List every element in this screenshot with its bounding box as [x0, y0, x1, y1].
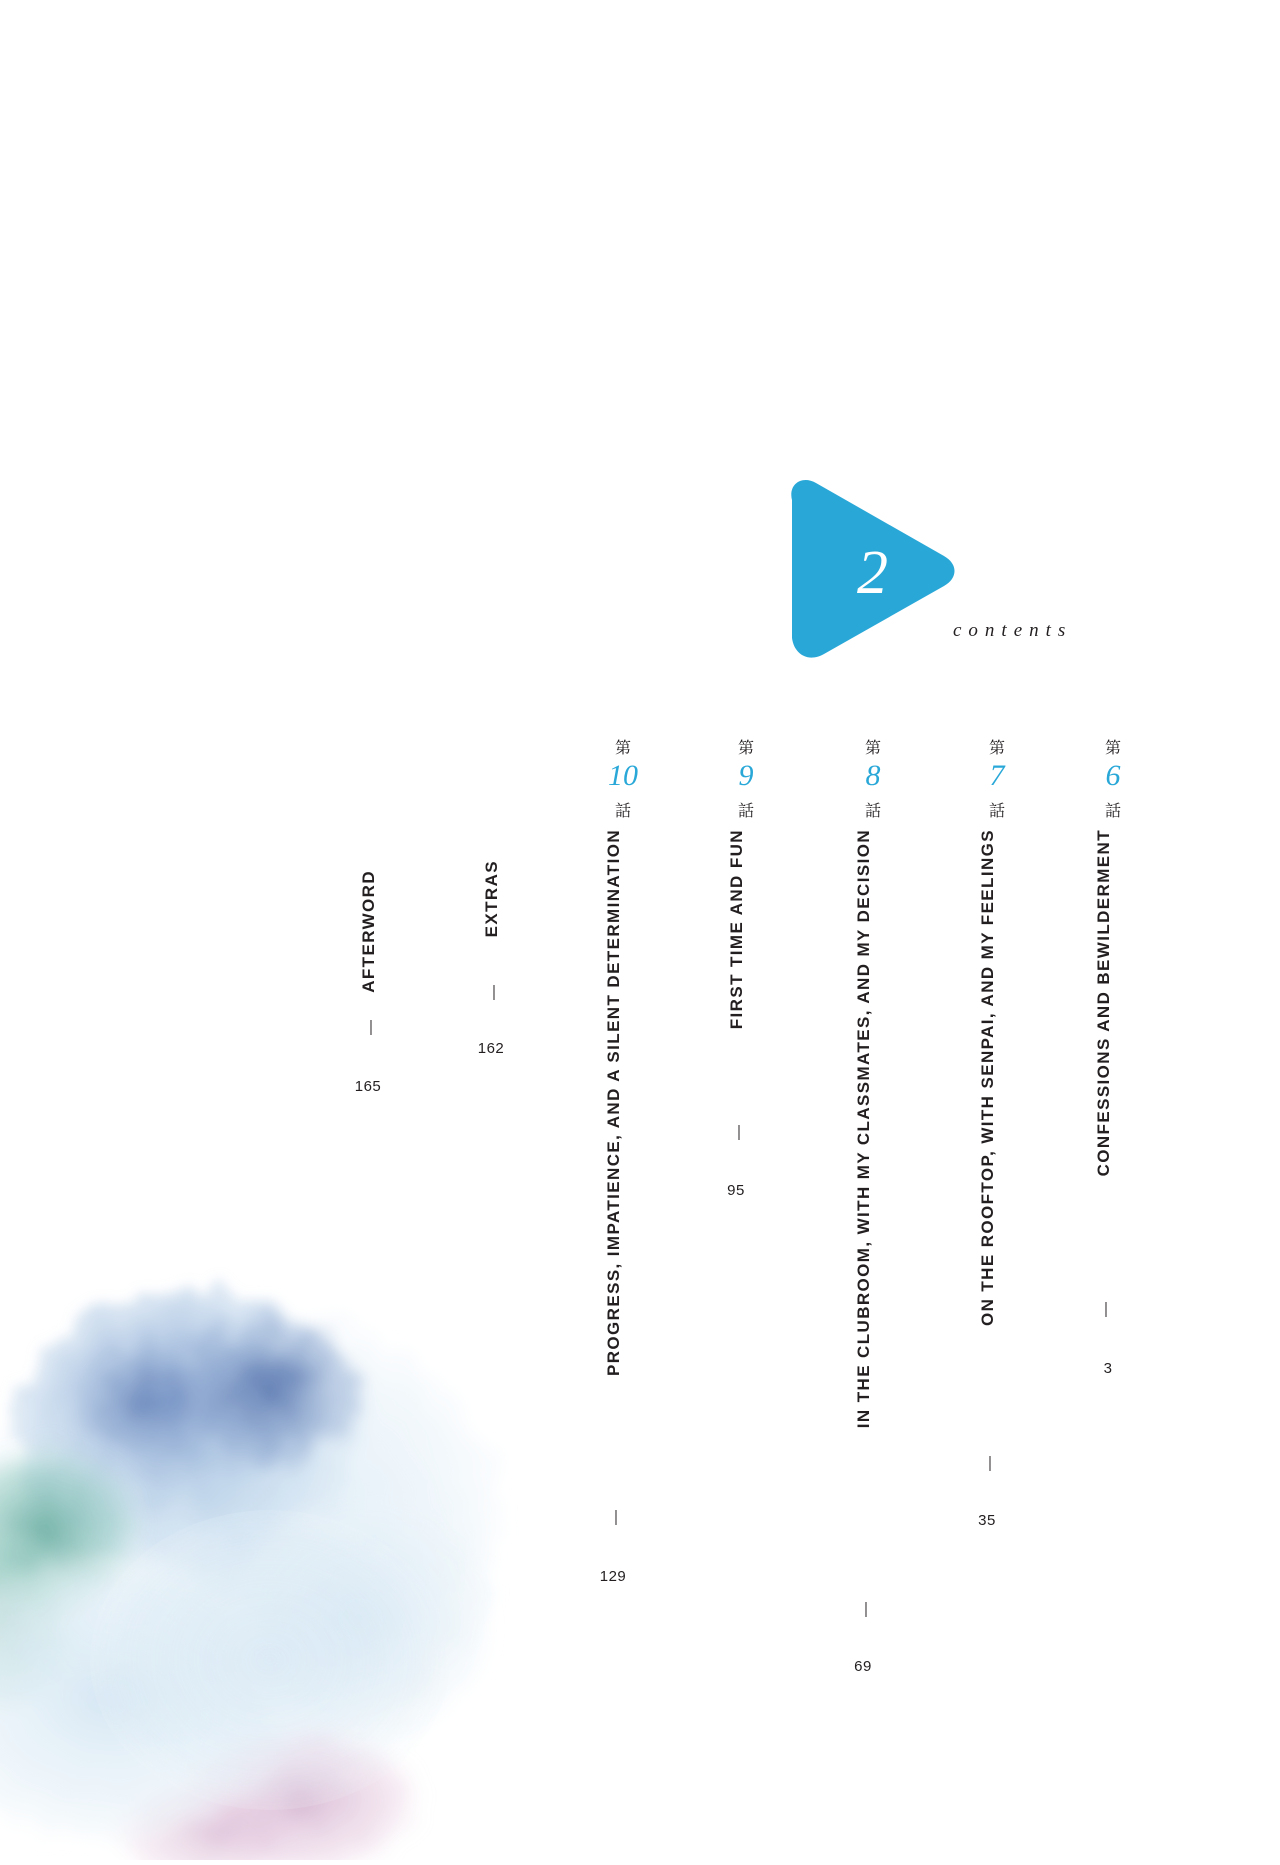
chapter-number-6: 6	[1105, 759, 1121, 792]
chapter-kanji-bottom-9: 話	[737, 801, 754, 820]
volume-number: 2	[857, 539, 888, 607]
extras-dash: —	[486, 985, 503, 1001]
chapter-page-10: 129	[599, 1568, 627, 1585]
extras-page: 162	[477, 1040, 505, 1057]
extras-title: EXTRAS	[482, 860, 501, 938]
chapter-dash-6: —	[1098, 1302, 1115, 1318]
chapter-dash-8: —	[858, 1602, 875, 1618]
toc-entry-10[interactable]	[600, 735, 646, 1376]
chapter-kanji-top-7: 第	[988, 738, 1005, 757]
afterword-page: 165	[354, 1078, 382, 1095]
chapter-kanji-bottom-10: 話	[614, 801, 631, 820]
chapter-dash-7: —	[982, 1456, 999, 1472]
chapter-kanji-bottom-8: 話	[864, 801, 881, 820]
chapter-number-10: 10	[608, 759, 638, 792]
chapter-page-6: 3	[1103, 1360, 1113, 1377]
chapter-number-7: 7	[989, 759, 1005, 792]
chapter-title-10: PROGRESS, IMPATIENCE, AND A SILENT DETERMINATION	[604, 829, 623, 1376]
chapter-dash-9: —	[731, 1125, 748, 1141]
chapter-marker-6	[1090, 735, 1136, 835]
chapter-marker-7	[974, 735, 1020, 835]
contents-label: contents	[953, 620, 1073, 641]
chapter-title-6: CONFESSIONS AND BEWILDERMENT	[1094, 829, 1113, 1177]
toc-entry-7[interactable]	[974, 735, 1020, 1327]
chapter-kanji-bottom-6: 話	[1104, 801, 1121, 820]
toc-entry-9[interactable]	[723, 735, 769, 1030]
chapter-page-7: 35	[978, 1512, 996, 1529]
chapter-marker-10	[600, 735, 646, 835]
chapter-dash-10: —	[608, 1510, 625, 1526]
chapter-kanji-top-10: 第	[614, 738, 631, 757]
chapter-kanji-bottom-7: 話	[988, 801, 1005, 820]
chapter-title-7: ON THE ROOFTOP, WITH SENPAI, AND MY FEELINGS	[978, 829, 997, 1327]
chapter-marker-8	[850, 735, 896, 835]
volume-mark	[778, 478, 963, 663]
toc-entry-8[interactable]	[850, 735, 896, 1429]
watercolor-decoration	[0, 1100, 640, 1860]
chapter-title-9: FIRST TIME AND FUN	[727, 829, 746, 1030]
chapter-marker-9	[723, 735, 769, 835]
chapter-page-9: 95	[727, 1182, 745, 1199]
chapter-page-8: 69	[854, 1658, 872, 1675]
chapter-kanji-top-9: 第	[737, 738, 754, 757]
afterword-dash: —	[363, 1020, 380, 1036]
chapter-number-9: 9	[738, 759, 754, 792]
chapter-title-8: IN THE CLUBROOM, WITH MY CLASSMATES, AND MY DECISION	[854, 829, 873, 1429]
chapter-number-8: 8	[865, 759, 881, 792]
afterword-title: AFTERWORD	[359, 870, 378, 993]
toc-entry-6[interactable]	[1090, 735, 1136, 1177]
chapter-kanji-top-8: 第	[864, 738, 881, 757]
chapter-kanji-top-6: 第	[1104, 738, 1121, 757]
